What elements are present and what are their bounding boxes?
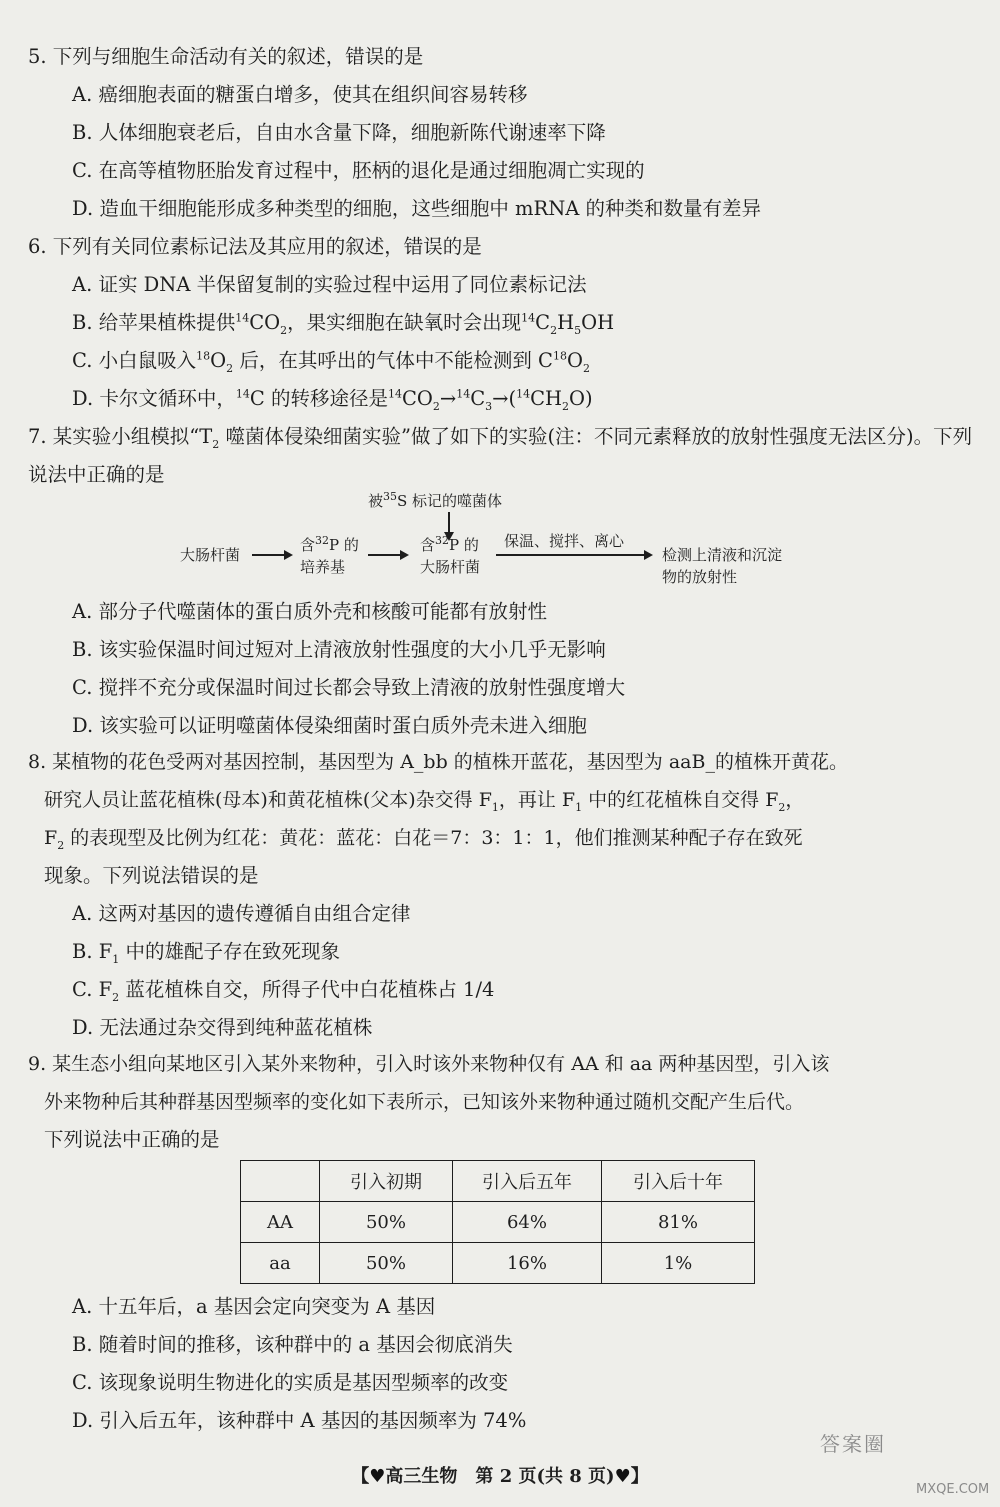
question-7-option-d: D. 该实验可以证明噬菌体侵染细菌时蛋白质外壳未进入细胞 [72,714,587,737]
diagram-arrow-1-icon [284,550,293,560]
question-8-option-c: C. $F_2$ 蓝花植株自交，所得子代中白花植株占 1/4 [72,978,495,1004]
diagram-arrow-1-line [252,554,286,556]
question-9-option-a: A. 十五年后，a 基因会定向突变为 A 基因 [72,1295,436,1318]
table-header-row [241,1161,755,1202]
question-8 [28,743,978,1047]
diagram-node-p32-ecoli-line1: 含$^{32}$P 的 [420,534,479,554]
question-6-option-b: B. 给苹果植株提供$^{14}CO_2$，果实细胞在缺氧时会出现$^{14}C_2H_5OH$ [72,311,615,337]
table-cell: aa [241,1243,320,1284]
question-6-option-d: D. 卡尔文循环中，$^{14}$C 的转移途径是$^{14}CO_2\to^{14}C_3\to(^{14}CH_2O)$ [72,387,593,413]
question-9-stem-line1: 9. 某生态小组向某地区引入某外来物种，引入时该外来物种仅有 AA 和 aa 两种基因型，引入该 [28,1053,830,1075]
question-5-option-b: B. 人体细胞衰老后，自由水含量下降，细胞新陈代谢速率下降 [72,121,606,144]
diagram-arrow-3-icon [644,550,653,560]
question-6-option-a: A. 证实 DNA 半保留复制的实验过程中运用了同位素标记法 [72,273,587,296]
diagram-node-p32-medium-line1: 含$^{32}$P 的 [300,534,359,554]
table-cell: 64% [453,1202,602,1243]
heart-icon: ♥ [369,1466,386,1487]
table-cell: 50% [320,1243,453,1284]
diagram-arrow-2-icon [400,550,409,560]
question-8-stem-line4: 现象。下列说法错误的是 [44,864,259,887]
page-footer [0,1462,1000,1488]
diagram-node-detect-line2: 物的放射性 [662,568,738,586]
table-header-cell [241,1161,320,1202]
watermark-url: MXQE.COM [916,1482,990,1497]
table-cell: 1% [602,1243,755,1284]
experiment-flow-diagram [170,490,870,590]
table-cell: 50% [320,1202,453,1243]
question-9-option-c: C. 该现象说明生物进化的实质是基因型频率的改变 [72,1371,509,1394]
diagram-node-detect-line1: 检测上清液和沉淀 [662,546,783,564]
question-8-option-b: B. $F_1$ 中的雄配子存在致死现象 [72,940,340,966]
table-cell: 16% [453,1243,602,1284]
table-header-cell: 引入初期 [320,1161,453,1202]
question-9-option-b: B. 随着时间的推移，该种群中的 a 基因会彻底消失 [72,1333,513,1356]
question-6-stem: 6. 下列有关同位素标记法及其应用的叙述，错误的是 [28,235,482,258]
question-5-option-a: A. 癌细胞表面的糖蛋白增多，使其在组织间容易转移 [72,83,528,106]
footer-open-bracket: 【 [351,1466,370,1487]
question-8-stem-line2: 研究人员让蓝花植株(母本)和黄花植株(父本)杂交得 $F_1$，再让 $F_1$ 中的红花植株自交得 $F_2$， [44,789,805,814]
question-6-option-c: C. 小白鼠吸入$^{18}O_2$ 后，在其呼出的气体中不能检测到 $C^{18}O_2$ [72,349,590,375]
diagram-node-p32-medium-line2: 培养基 [300,558,346,576]
question-5-stem: 5. 下列与细胞生命活动有关的叙述，错误的是 [28,45,424,68]
table-row [241,1243,755,1284]
diagram-node-ecoli: 大肠杆菌 [180,546,241,564]
question-9 [28,1045,978,1159]
footer-text: 高三生物 第 2 页(共 8 页) [385,1466,615,1487]
table-cell: 81% [602,1202,755,1243]
question-5-option-c: C. 在高等植物胚胎发育过程中，胚柄的退化是通过细胞凋亡实现的 [72,159,645,182]
diagram-step-label: 保温、搅拌、离心 [504,532,625,550]
question-8-option-d: D. 无法通过杂交得到纯种蓝花植株 [72,1016,373,1039]
question-7-options [28,593,978,745]
table-cell: AA [241,1202,320,1243]
question-8-stem-line1: 8. 某植物的花色受两对基因控制，基因型为 A_bb 的植株开蓝花，基因型为 aaB_的植株开黄花。 [28,751,848,773]
table-header-cell: 引入后五年 [453,1161,602,1202]
diagram-arrow-2-line [368,554,402,556]
question-9-stem-line2: 外来物种后其种群基因型频率的变化如下表所示，已知该外来物种通过随机交配产生后代。 [44,1091,805,1113]
question-8-option-a: A. 这两对基因的遗传遵循自由组合定律 [72,902,411,925]
question-9-stem-line3: 下列说法中正确的是 [44,1128,220,1151]
question-5 [28,38,978,228]
question-9-option-d: D. 引入后五年，该种群中 A 基因的基因频率为 74% [72,1409,527,1432]
diagram-node-p32-ecoli-line2: 大肠杆菌 [420,558,481,576]
footer-close-bracket: 】 [630,1466,649,1487]
question-6 [28,228,978,418]
watermark-logo: 答案圈 [820,1432,886,1456]
diagram-label-s35-phage: 被$^{35}$S 标记的噬菌体 [368,490,503,510]
question-7-option-a: A. 部分子代噬菌体的蛋白质外壳和核酸可能都有放射性 [72,600,547,623]
table-row [241,1202,755,1243]
diagram-down-line [448,512,450,534]
table-header-cell: 引入后十年 [602,1161,755,1202]
genotype-frequency-table [240,1160,755,1284]
question-7 [28,418,978,494]
question-5-option-d: D. 造血干细胞能形成多种类型的细胞，这些细胞中 mRNA 的种类和数量有差异 [72,197,762,220]
diagram-arrow-3-line [496,554,646,556]
heart-icon: ♥ [614,1466,631,1487]
question-7-option-b: B. 该实验保温时间过短对上清液放射性强度的大小几乎无影响 [72,638,606,661]
question-7-stem: 7. 某实验小组模拟“$T_2$ 噬菌体侵染细菌实验”做了如下的实验(注：不同元素释放的放射性强度无法区分)。下列说法中正确的是 [28,425,973,486]
question-8-stem-line3: $F_2$ 的表现型及比例为红花：黄花：蓝花：白花＝7：3：1：1，他们推测某种配子存在致死 [44,827,803,852]
question-7-option-c: C. 搅拌不充分或保温时间过长都会导致上清液的放射性强度增大 [72,676,626,699]
question-9-options [28,1288,978,1440]
